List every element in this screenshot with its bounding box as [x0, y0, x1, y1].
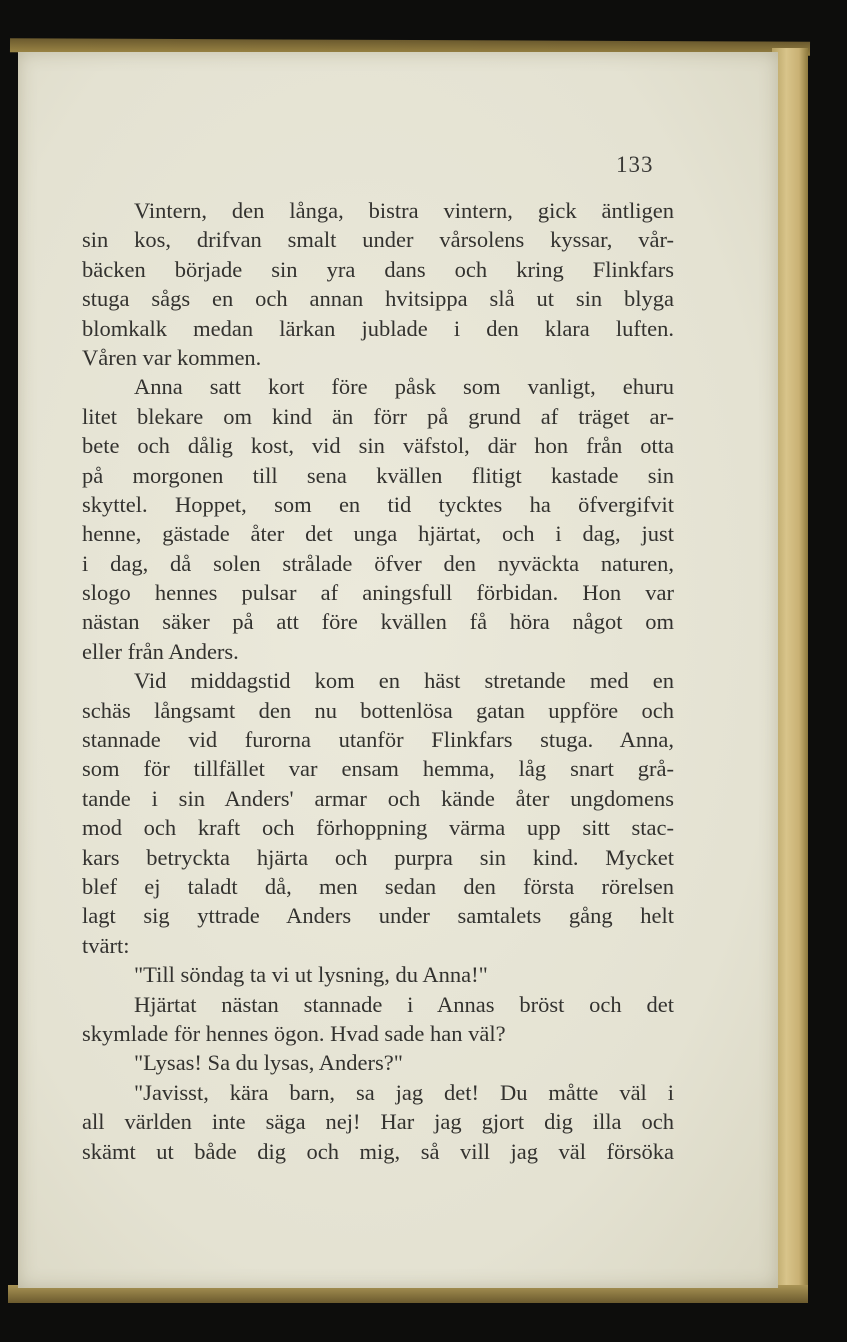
text-line: i dag, då solen strålade öfver den nyväckta naturen,	[82, 550, 674, 576]
text-line: lagt sig yttrade Anders under samtalets gång helt	[82, 903, 674, 929]
text-line: Vintern, den långa, bistra vintern, gick äntligen	[134, 198, 674, 223]
text-line: stannade vid furorna utanför Flinkfars stuga. Anna,	[82, 727, 674, 753]
text-line: tande i sin Anders' armar och kände åter ungdomens	[82, 785, 674, 811]
text-line: bete och dålig kost, vid sin väfstol, där hon från otta	[82, 433, 674, 459]
text-line: Anna satt kort före påsk som vanligt, ehuru	[134, 374, 674, 400]
text-line: "Lysas! Sa du lysas, Anders?"	[134, 1050, 403, 1076]
text-line: "Javisst, kära barn, sa jag det! Du måtte väl i	[134, 1079, 674, 1105]
text-line: mod och kraft och förhoppning värma upp sitt stac-	[82, 815, 674, 841]
text-line: stuga sågs en och annan hvitsippa slå ut sin blyga	[82, 286, 674, 312]
text-line: Hjärtat nästan stannade i Annas bröst och det	[134, 991, 674, 1017]
text-line: schäs långsamt den nu bottenlösa gatan uppföre och	[82, 697, 674, 723]
text-line: kars betryckta hjärta och purpra sin kind. Mycket	[82, 844, 674, 870]
text-line: slogo hennes pulsar af aningsfull förbidan. Hon var	[82, 580, 674, 606]
text-line: nästan säker på att före kvällen få höra något om	[82, 609, 674, 635]
text-line: skämt ut både dig och mig, så vill jag väl försöka	[82, 1138, 674, 1164]
text-line: eller från Anders.	[82, 638, 239, 664]
text-line: blef ej taladt då, men sedan den första rörelsen	[82, 873, 674, 899]
text-line: all världen inte säga nej! Har jag gjort dig illa och	[82, 1109, 674, 1135]
text-line: skymlade för hennes ögon. Hvad sade han väl?	[82, 1020, 506, 1046]
text-line: "Till söndag ta vi ut lysning, du Anna!"	[134, 962, 488, 988]
body-text	[82, 196, 674, 1166]
text-line: henne, gästade åter det unga hjärtat, och i dag, just	[82, 521, 674, 547]
text-line: bäcken började sin yra dans och kring Flinkfars	[82, 256, 674, 282]
text-line: Våren var kommen.	[82, 344, 262, 370]
text-line: Vid middagstid kom en häst stretande med en	[134, 668, 674, 694]
text-line: blomkalk medan lärkan jublade i den klara luften.	[82, 315, 674, 341]
text-line: som för tillfället var ensam hemma, låg snart grå-	[82, 756, 674, 782]
text-line: skyttel. Hoppet, som en tid tycktes ha öfvergifvit	[82, 491, 674, 517]
text-line: tvärt:	[82, 932, 130, 958]
text-line: på morgonen till sena kvällen flitigt kastade sin	[82, 462, 674, 488]
text-line: sin kos, drifvan smalt under vårsolens kyssar, vår-	[82, 227, 674, 253]
text-line: litet blekare om kind än förr på grund af träget ar-	[82, 403, 674, 429]
page-number: 133	[616, 152, 654, 177]
